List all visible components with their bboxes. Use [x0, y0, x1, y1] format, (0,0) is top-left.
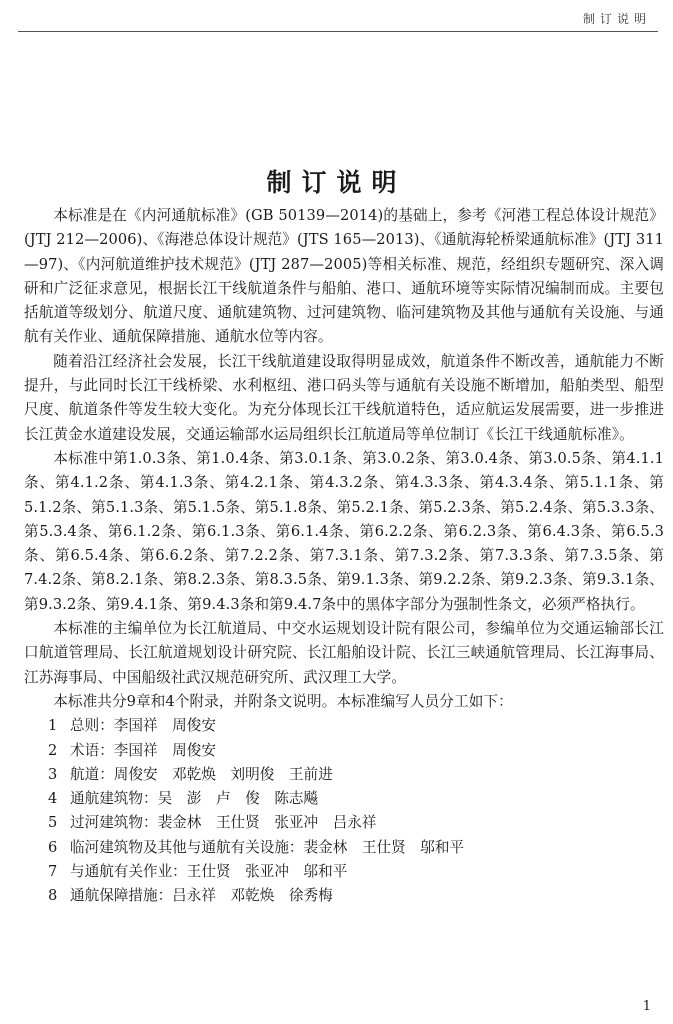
list-item: 2 术语：李国祥 周俊安	[48, 741, 216, 759]
list-item: 7 与通航有关作业：王仕贤 张亚冲 邬和平	[48, 863, 348, 881]
running-header: 制订说明	[582, 12, 651, 26]
paragraph-structure: 本标准共分9章和4个附录，并附条文说明。本标准编写人员分工如下：	[53, 692, 513, 710]
body-text	[24, 204, 664, 909]
paragraph-mandatory-clauses: 本标准中第1.0.3条、第1.0.4条、第3.0.1条、第3.0.2条、第3.0.4条、第3.0.5条、第4.1.1条、第4.1.2条、第4.1.3条、第4.2.1条、第4.3.2条、第4.3.3条、第4.3.4条、第5.1.1条、第5.1.2条、第5.1.3条、第5.1.5条、第5.1.8条、第5.2.1条、第5.2.3条、第5.2.4条、第5.3.3条、第5.3.4条、第6.1.2条、第6.1.3条、第6.1.4条、第6.2.2条、第6.2.3条、第6.4.3条、第6.5.3条、第6.5.4条、第6.6.2条、第7.2.2条、第7.3.1条、第7.3.2条、第7.3.3条、第7.3.5条、第7.4.2条、第8.2.1条、第8.2.3条、第8.3.5条、第9.1.3条、第9.2.2条、第9.2.3条、第9.3.1条、第9.3.2条、第9.4.1条、第9.4.3条和第9.4.7条中的黑体字部分为强制性条文，必须严格执行。	[24, 449, 664, 613]
paragraph-background: 随着沿江经济社会发展，长江干线航道建设取得明显成效，航道条件不断改善，通航能力不断提升，与此同时长江干线桥梁、水利枢纽、港口码头等与通航有关设施不断增加，船舶类型、船型尺度、航道条件等发生较大变化。为充分体现长江干线航道特色，适应航运发展需要，进一步推进长江黄金水道建设发展，交通运输部水运局组织长江航道局等单位制订《长江干线通航标准》。	[24, 352, 664, 443]
author-list	[24, 714, 664, 908]
list-item: 8 通航保障措施：吕永祥 邓乾焕 徐秀梅	[48, 887, 333, 905]
list-item: 1 总则：李国祥 周俊安	[48, 717, 216, 735]
list-item: 3 航道：周俊安 邓乾焕 刘明俊 王前进	[48, 765, 333, 783]
header-rule	[18, 31, 658, 32]
list-item: 6 临河建筑物及其他与通航有关设施：裴金林 王仕贤 邬和平	[48, 838, 465, 856]
list-item: 4 通航建筑物：吴 澎 卢 俊 陈志飚	[48, 790, 319, 808]
page-title: 制订说明	[266, 167, 407, 197]
list-item: 5 过河建筑物：裴金林 王仕贤 张亚冲 吕永祥	[48, 814, 377, 832]
paragraph-units: 本标准的主编单位为长江航道局、中交水运规划设计院有限公司，参编单位为交通运输部长江口航道管理局、长江航道规划设计研究院、长江船舶设计院、长江三峡通航管理局、长江海事局、江苏海事局、中国船级社武汉规范研究所、武汉理工大学。	[24, 620, 664, 686]
paragraph-basis: 本标准是在《内河通航标准》(GB 50139—2014)的基础上，参考《河港工程总体设计规范》(JTJ 212—2006)、《海港总体设计规范》(JTS 165—2013)、《通航海轮桥梁通航标准》(JTJ 311—97)、《内河航道维护技术规范》(JTJ 287—2005)等相关标准、规范，经组织专题研究、深入调研和广泛征求意见，根据长江干线航道条件与船舶、港口、通航环境等实际情况编制而成。主要包括航道等级划分、航道尺度、通航建筑物、过河建筑物、临河建筑物及其他与通航有关设施、与通航有关作业、通航保障措施、通航水位等内容。	[24, 207, 664, 346]
page-number: 1	[642, 999, 651, 1014]
